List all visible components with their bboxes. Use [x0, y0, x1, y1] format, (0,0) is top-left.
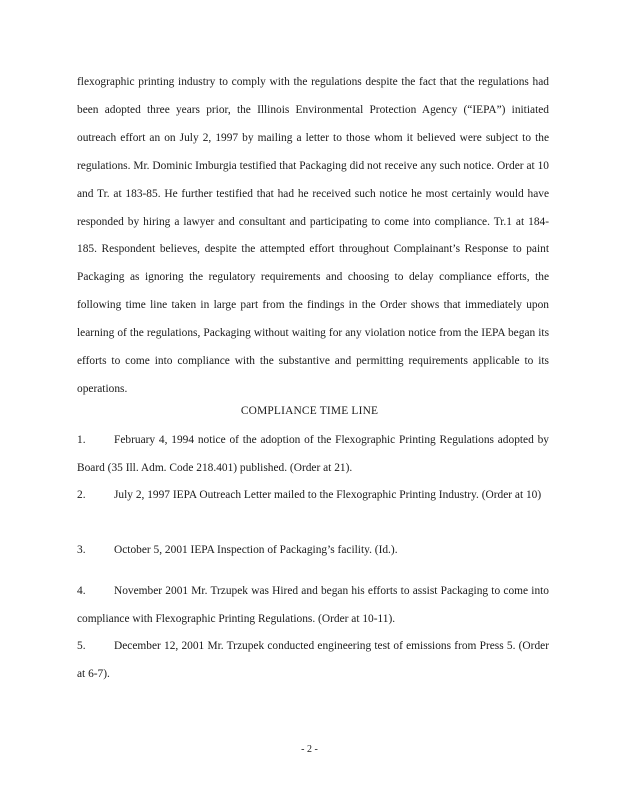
timeline-text: July 2, 1997 IEPA Outreach Letter mailed to the Flexographic Printing Industry. (Order at 10) [114, 489, 542, 501]
timeline-entry-1 [77, 427, 549, 482]
timeline-number: 3. [77, 544, 86, 556]
page-number: - 2 - [301, 744, 318, 755]
timeline-entry-3 [77, 537, 549, 565]
section-heading: COMPLIANCE TIME LINE [240, 405, 379, 417]
timeline-text: October 5, 2001 IEPA Inspection of Packaging’s facility. (Id.). [114, 544, 398, 556]
timeline-number: 2. [77, 489, 86, 501]
timeline-text: November 2001 Mr. Trzupek was Hired and began his efforts to assist Packaging to come into compliance with Flexographic Printing Regulations. (Order at 10-11). [77, 585, 549, 625]
timeline-entry-2 [77, 482, 549, 510]
timeline-text: February 4, 1994 notice of the adoption of the Flexographic Printing Regulations adopted by Board (35 Ill. Adm. Code 218.401) published. (Order at 21). [77, 434, 549, 474]
timeline-entry-4 [77, 578, 549, 633]
timeline-number: 4. [77, 585, 86, 597]
timeline-number: 1. [77, 434, 86, 446]
timeline-number: 5. [77, 640, 86, 652]
timeline-text: December 12, 2001 Mr. Trzupek conducted engineering test of emissions from Press 5. (Order at 6-7). [77, 640, 549, 680]
body-paragraph: flexographic printing industry to comply with the regulations despite the fact that the regulations had been adopted three years prior, the Illinois Environmental Protection Agency (“IEPA”) initiated outreach effort an on July 2, 1997 by mailing a letter to those whom it believed were subject to the regulations. Mr. Dominic Imburgia testified that Packaging did not receive any such notice. Order at 10 and Tr. at 183-85. He further testified that had he received such notice he most certainly would have responded by hiring a lawyer and consultant and participating to come into compliance. Tr.1 at 184-185. Respondent believes, despite the attempted effort throughout Complainant’s Response to paint Packaging as ignoring the regulatory requirements and choosing to delay compliance efforts, the following time line taken in large part from the findings in the Order shows that immediately upon learning of the regulations, Packaging without waiting for any violation notice from the IEPA began its efforts to come into compliance with the substantive and permitting requirements applicable to its operations. [77, 76, 549, 395]
timeline-entry-5 [77, 633, 549, 688]
